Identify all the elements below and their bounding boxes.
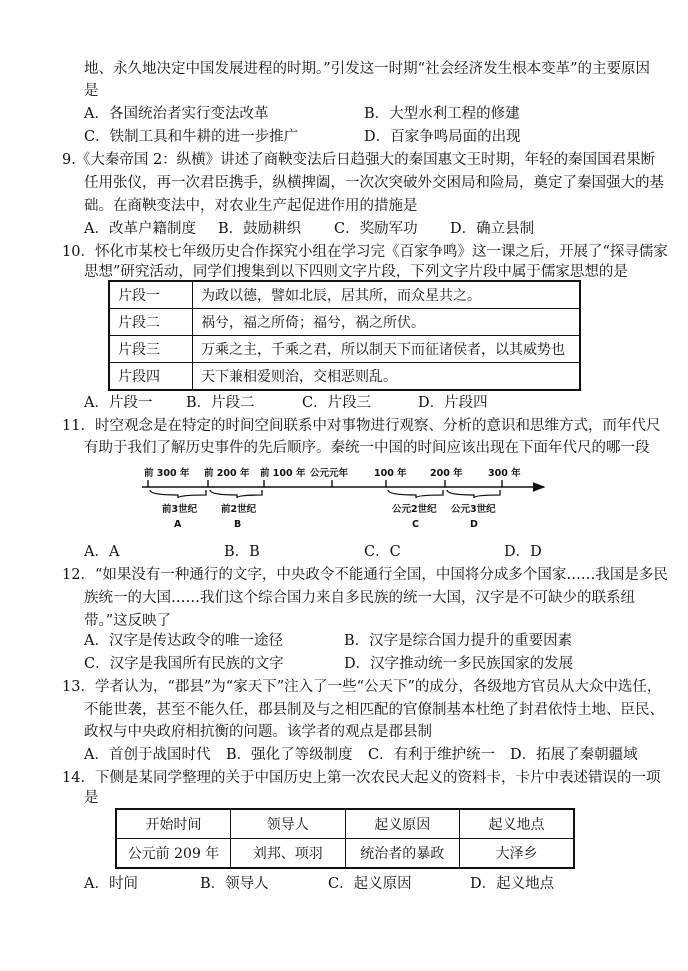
q11-option-a: A．A (84, 544, 120, 560)
tick-label: 前 100 年 (260, 468, 306, 479)
tick-label: 100 年 (374, 468, 407, 479)
fragment-text: 万乘之主，千乘之君，所以制天下而征诸侯者，以其威势也 (193, 336, 581, 363)
q8-option-a: A．各国统治者实行变法改革 (84, 106, 269, 122)
segment-letter-c: C (412, 519, 419, 530)
q10-option-d: D．片段四 (418, 395, 488, 411)
q14-stem-line2: 是 (84, 790, 99, 806)
q13-option-d: D．拓展了秦朝疆域 (510, 747, 638, 763)
q11-option-b: B．B (224, 544, 260, 560)
q9-stem-line1: 9.《大秦帝国 2：纵横》讲述了商鞅变法后日趋强大的秦国惠文王时期，年轻的秦国国君果断 (62, 152, 656, 168)
column-header: 起义地点 (460, 809, 575, 839)
table-cell: 刘邦、项羽 (231, 839, 346, 869)
segment-brace-d (447, 490, 500, 498)
q13-stem-line2: 不能世袭，甚至不能久任，郡县制及与之相匹配的官僚制基本杜绝了封君依恃土地、臣民、 (84, 702, 664, 718)
q12-option-d: D．汉字推动统一多民族国家的发展 (344, 656, 574, 672)
tick-label: 公元元年 (310, 468, 349, 479)
tick-label: 200 年 (430, 468, 463, 479)
q13-stem-line3: 政权与中央政府相抗衡的问题。该学者的观点是郡县制 (84, 724, 432, 740)
table-row (109, 309, 580, 336)
q12-option-c: C．汉字是我国所有民族的文字 (84, 656, 284, 672)
segment-brace-c (388, 490, 443, 498)
fragment-label: 片段二 (109, 309, 193, 336)
tick-label: 前 300 年 (144, 468, 190, 479)
q14-option-b: B．领导人 (200, 876, 269, 892)
q9-option-d: D．确立县制 (450, 221, 535, 237)
table-row (109, 336, 580, 363)
segment-letter-a: A (174, 519, 182, 530)
q11-option-c: C．C (364, 544, 401, 560)
segment-letter-b: B (234, 519, 242, 530)
q8-option-d: D．百家争鸣局面的出现 (364, 129, 521, 145)
q13-stem-line1: 13．学者认为，“郡县”为“家天下”注入了一些“公天下”的成分，各级地方官员从大众中选任， (62, 679, 662, 695)
q8-option-c: C．铁制工具和牛耕的进一步推广 (84, 129, 299, 145)
q10-option-c: C．片段三 (302, 395, 372, 411)
q8-option-b: B．大型水利工程的修建 (364, 106, 520, 122)
q12-option-b: B．汉字是综合国力提升的重要因素 (344, 633, 573, 649)
table-cell: 统治者的暴政 (345, 839, 460, 869)
q12-stem-line1: 12．“如果没有一种通行的文字，中央政令不能通行全国，中国将分成多个国家……我国是多民 (62, 567, 668, 583)
table-header-row (116, 809, 574, 839)
q10-fragment-table (108, 280, 581, 391)
table-row (109, 363, 580, 391)
q14-option-d: D．起义地点 (470, 876, 555, 892)
q13-option-a: A．首创于战国时代 (84, 747, 211, 763)
column-header: 领导人 (231, 809, 346, 839)
q11-option-d: D．D (504, 544, 542, 560)
q10-option-b: B．片段二 (186, 395, 255, 411)
segment-label-b: 前2世纪 (221, 504, 257, 515)
q11-stem-line2: 有助于我们了解历史事件的先后顺序。秦统一中国的时间应该出现在下面年代尺的哪一段 (84, 440, 650, 456)
q9-option-c: C．奖励军功 (334, 221, 418, 237)
table-cell: 大泽乡 (460, 839, 575, 869)
tick-label: 300 年 (488, 468, 521, 479)
fragment-label: 片段一 (109, 281, 193, 309)
segment-label-a: 前3世纪 (162, 504, 198, 515)
q14-stem-line1: 14．下侧是某同学整理的关于中国历史上第一次农民大起义的资料卡，卡片中表述错误的一项 (62, 770, 661, 786)
q8-stem-line1: 地、永久地决定中国发展进程的时期。”引发这一时期“社会经济发生根本变革”的主要原因 (84, 61, 650, 77)
fragment-text: 天下兼相爱则治，交相恶则乱。 (193, 363, 581, 391)
q10-stem-line2: 思想”研究活动，同学们搜集到以下四则文字片段，下列文字片段中属于儒家思想的是 (84, 264, 628, 280)
tick-label: 前 200 年 (204, 468, 250, 479)
table-row (109, 281, 580, 309)
segment-label-d: 公元3世纪 (451, 504, 496, 515)
q13-option-c: C．有利于维护统一 (368, 747, 496, 763)
segment-label-c: 公元2世纪 (392, 504, 437, 515)
timeline-ruler (140, 462, 550, 542)
column-header: 开始时间 (116, 809, 231, 839)
q11-stem-line1: 11．时空观念是在特定的时间空间联系中对事物进行观察、分析的意识和思维方式，而年代尺 (62, 418, 661, 434)
q12-stem-line2: 族统一的大国……我们这个综合国力来自多民族的统一大国，汉字是不可缺少的联系纽 (84, 590, 635, 606)
fragment-label: 片段三 (109, 336, 193, 363)
fragment-label: 片段四 (109, 363, 193, 391)
q10-stem-line1: 10．怀化市某校七年级历史合作探究小组在学习完《百家争鸣》这一课之后，开展了“探寻儒家 (62, 244, 668, 260)
fragment-text: 祸兮，福之所倚；福兮，祸之所伏。 (193, 309, 581, 336)
segment-brace-a (150, 490, 206, 498)
q9-stem-line2: 任用张仪，再一次君臣携手，纵横捭阖，一次次突破外交困局和险局，奠定了秦国强大的基 (84, 175, 664, 191)
segment-brace-b (210, 490, 262, 498)
q12-stem-line3: 带。”这反映了 (84, 613, 172, 629)
q14-info-card-table (115, 808, 575, 869)
q13-option-b: B．强化了等级制度 (226, 747, 353, 763)
q14-option-c: C．起义原因 (328, 876, 412, 892)
q10-option-a: A．片段一 (84, 395, 153, 411)
table-cell: 公元前 209 年 (116, 839, 231, 869)
table-row (116, 839, 574, 869)
q9-option-b: B．鼓励耕织 (218, 221, 302, 237)
q14-option-a: A．时间 (84, 876, 138, 892)
q9-stem-line3: 础。在商鞅变法中，对农业生产起促进作用的措施是 (84, 198, 418, 214)
q8-stem-line2: 是 (84, 83, 99, 99)
column-header: 起义原因 (345, 809, 460, 839)
segment-letter-d: D (470, 519, 478, 530)
q9-option-a: A．改革户籍制度 (84, 221, 196, 237)
fragment-text: 为政以德，譬如北辰，居其所，而众星共之。 (193, 281, 581, 309)
q12-option-a: A．汉字是传达政令的唯一途径 (84, 633, 283, 649)
